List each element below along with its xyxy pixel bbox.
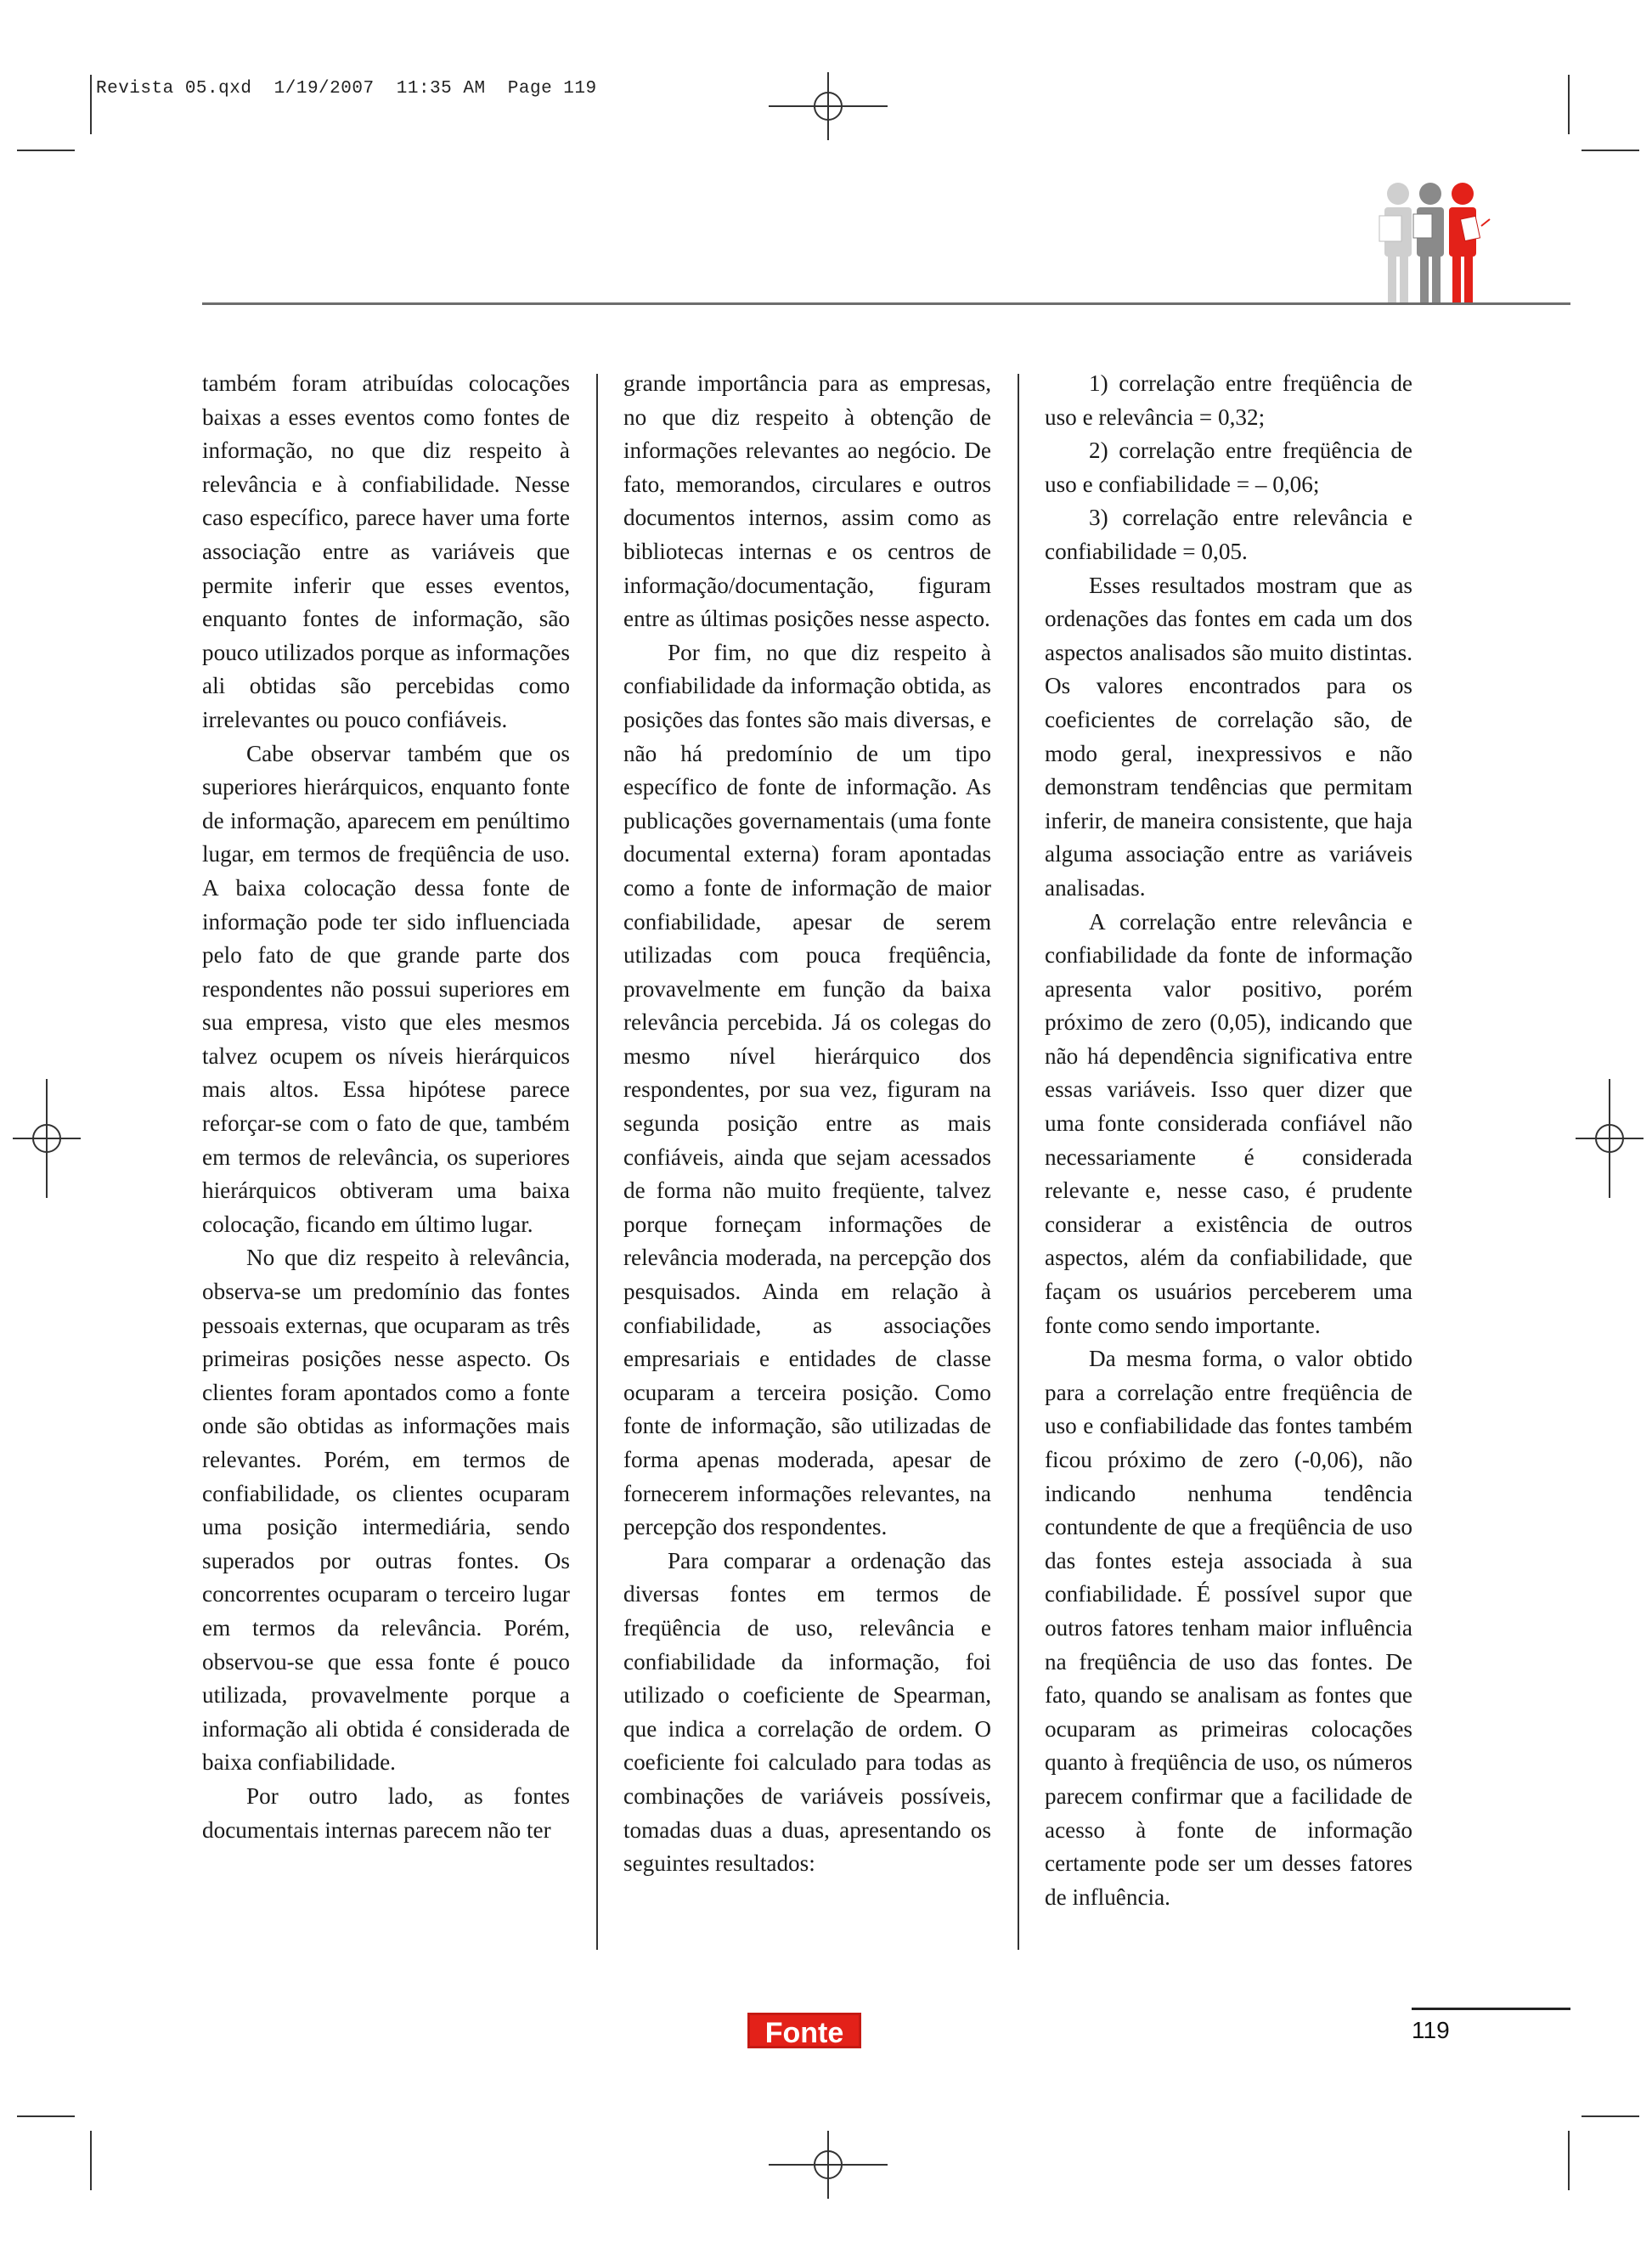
result-item: 1) correlação entre freqüência de uso e relevância = 0,32; xyxy=(1045,370,1412,430)
crop-mark xyxy=(1568,75,1570,134)
text-column-3 xyxy=(1045,367,1412,1914)
crop-mark xyxy=(1582,2115,1639,2117)
crop-mark xyxy=(90,2131,92,2190)
paragraph: Esses resultados mostram que as ordenações das fontes em cada um dos aspectos analisados são muito distintas. Os valores encontrados para os coeficientes de correlação são, de modo geral, inexpressivos e não demonstram tendências que permitam inferir, de maneira consistente, que haja alguma associação entre as variáveis analisadas. xyxy=(1045,572,1412,901)
registration-mark-bottom xyxy=(769,2131,888,2199)
header-rule xyxy=(202,302,1570,305)
paragraph: Da mesma forma, o valor obtido para a correlação entre freqüência de uso e confiabilidade das fontes também ficou próximo de zero (-0,06), não indicando nenhuma tendência contundente de que a freqüência de uso das fontes esteja associada à sua confiabilidade. É possível supor que outros fatores tenham maior influência na freqüência de uso das fontes. De fato, quando se analisam as fontes que ocuparam as primeiras colocações quanto à freqüência de uso, os números parecem confirmar que a facilidade de acesso à fonte de informação certamente pode ser um desses fatores de influência. xyxy=(1045,1346,1412,1910)
crop-mark xyxy=(1582,150,1639,151)
paragraph: A correlação entre relevância e confiabilidade da fonte de informação apresenta valor positivo, porém próximo de zero (0,05), indicando que não há dependência significativa entre essas variáveis. Isso quer dizer que uma fonte considerada confiável não necessariamente é considerada relevante e, nesse caso, é prudente considerar a existência de outros aspectos, além da confiabilidade, que façam os usuários perceberem uma fonte como sendo importante. xyxy=(1045,908,1412,1338)
crop-mark xyxy=(17,150,75,151)
text-column-2 xyxy=(623,367,991,1881)
column-divider xyxy=(596,374,598,1950)
paragraph: Por fim, no que diz respeito à confiabilidade da informação obtida, as posições das fontes são mais diversas, e não há predomínio de um tipo específico de fonte de informação. As publicações governamentais (uma fonte documental externa) foram apontadas como a fonte de informação de maior confiabilidade, apesar de serem utilizadas com pouca freqüência, provavelmente em função da baixa relevância percebida. Já os colegas do mesmo nível hierárquico dos respondentes, por sua vez, figuram na segunda posição entre as mais confiáveis, ainda que sejam acessados de forma não muito freqüente, talvez porque forneçam informações de relevância moderada, na percepção dos pesquisados. Ainda em relação à confiabilidade, as associações empresariais e entidades de classe ocuparam a terceira posição. Como fonte de informação, são utilizadas de forma apenas moderada, apesar de fornecerem informações relevantes, na percepção dos respondentes. xyxy=(623,639,991,1540)
registration-mark-right xyxy=(1576,1079,1644,1198)
column-divider xyxy=(1018,374,1019,1950)
registration-mark-top xyxy=(769,72,888,140)
page-number-rule xyxy=(1412,2008,1570,2010)
result-item: 2) correlação entre freqüência de uso e confiabilidade = – 0,06; xyxy=(1045,438,1412,497)
crop-mark xyxy=(1568,2131,1570,2190)
printer-slug: Revista 05.qxd 1/19/2007 11:35 AM Page 119 xyxy=(96,79,597,99)
page-number: 119 xyxy=(1412,2017,1450,2043)
registration-mark-left xyxy=(13,1079,81,1198)
crop-mark xyxy=(17,2115,75,2117)
paragraph: No que diz respeito à relevância, observa-se um predomínio das fontes pessoais externas, que ocuparam as três primeiras posições nesse aspecto. Os clientes foram apontados como a fonte onde são obtidas as informações mais relevantes. Porém, em termos de confiabilidade, os clientes ocuparam uma posição intermediária, sendo superados por outras fontes. Os concorrentes ocuparam o terceiro lugar em termos da relevância. Porém, observou-se que essa fonte é pouco utilizada, provavelmente porque a informação ali obtida é considerada de baixa confiabilidade. xyxy=(202,1245,570,1776)
crop-mark xyxy=(90,75,92,134)
paragraph: Para comparar a ordenação das diversas fontes em termos de freqüência de uso, relevância e confiabilidade da informação, foi utilizado o coeficiente de Spearman, que indica a correlação de ordem. O coeficiente foi calculado para todas as combinações de variáveis possíveis, tomadas duas a duas, apresentando os seguintes resultados: xyxy=(623,1547,991,1877)
text-column-1 xyxy=(202,367,570,1847)
paragraph: grande importância para as empresas, no que diz respeito à obtenção de informações relevantes ao negócio. De fato, memorandos, circulares e outros documentos internos, assim como as bibliotecas internas e os centros de informação/documentação, figuram entre as últimas posições nesse aspecto. xyxy=(623,370,991,632)
paragraph: Cabe observar também que os superiores hierárquicos, enquanto fonte de informação, aparecem em penúltimo lugar, em termos de freqüência de uso. A baixa colocação dessa fonte de informação pode ter sido influenciada pelo fato de que grande parte dos respondentes não possui superiores em sua empresa, visto que eles mesmos talvez ocupem os níveis hierárquicos mais altos. Essa hipótese parece reforçar-se com o fato de que, também em termos de relevância, os superiores hierárquicos obtiveram uma baixa colocação, ficando em último lugar. xyxy=(202,740,570,1237)
people-figures-icon xyxy=(1374,178,1502,304)
brand-logo: Fonte xyxy=(747,2013,861,2048)
paragraph: Por outro lado, as fontes documentais internas parecem não ter xyxy=(202,1782,570,1843)
result-item: 3) correlação entre relevância e confiabilidade = 0,05. xyxy=(1045,505,1412,564)
paragraph: também foram atribuídas colocações baixas a esses eventos como fontes de informação, no que diz respeito à relevância e à confiabilidade. Nesse caso específico, parece haver uma forte associação entre as variáveis que permite inferir que esses eventos, enquanto fontes de informação, são pouco utilizados porque as informações ali obtidas são percebidas como irrelevantes ou pouco confiáveis. xyxy=(202,370,570,732)
